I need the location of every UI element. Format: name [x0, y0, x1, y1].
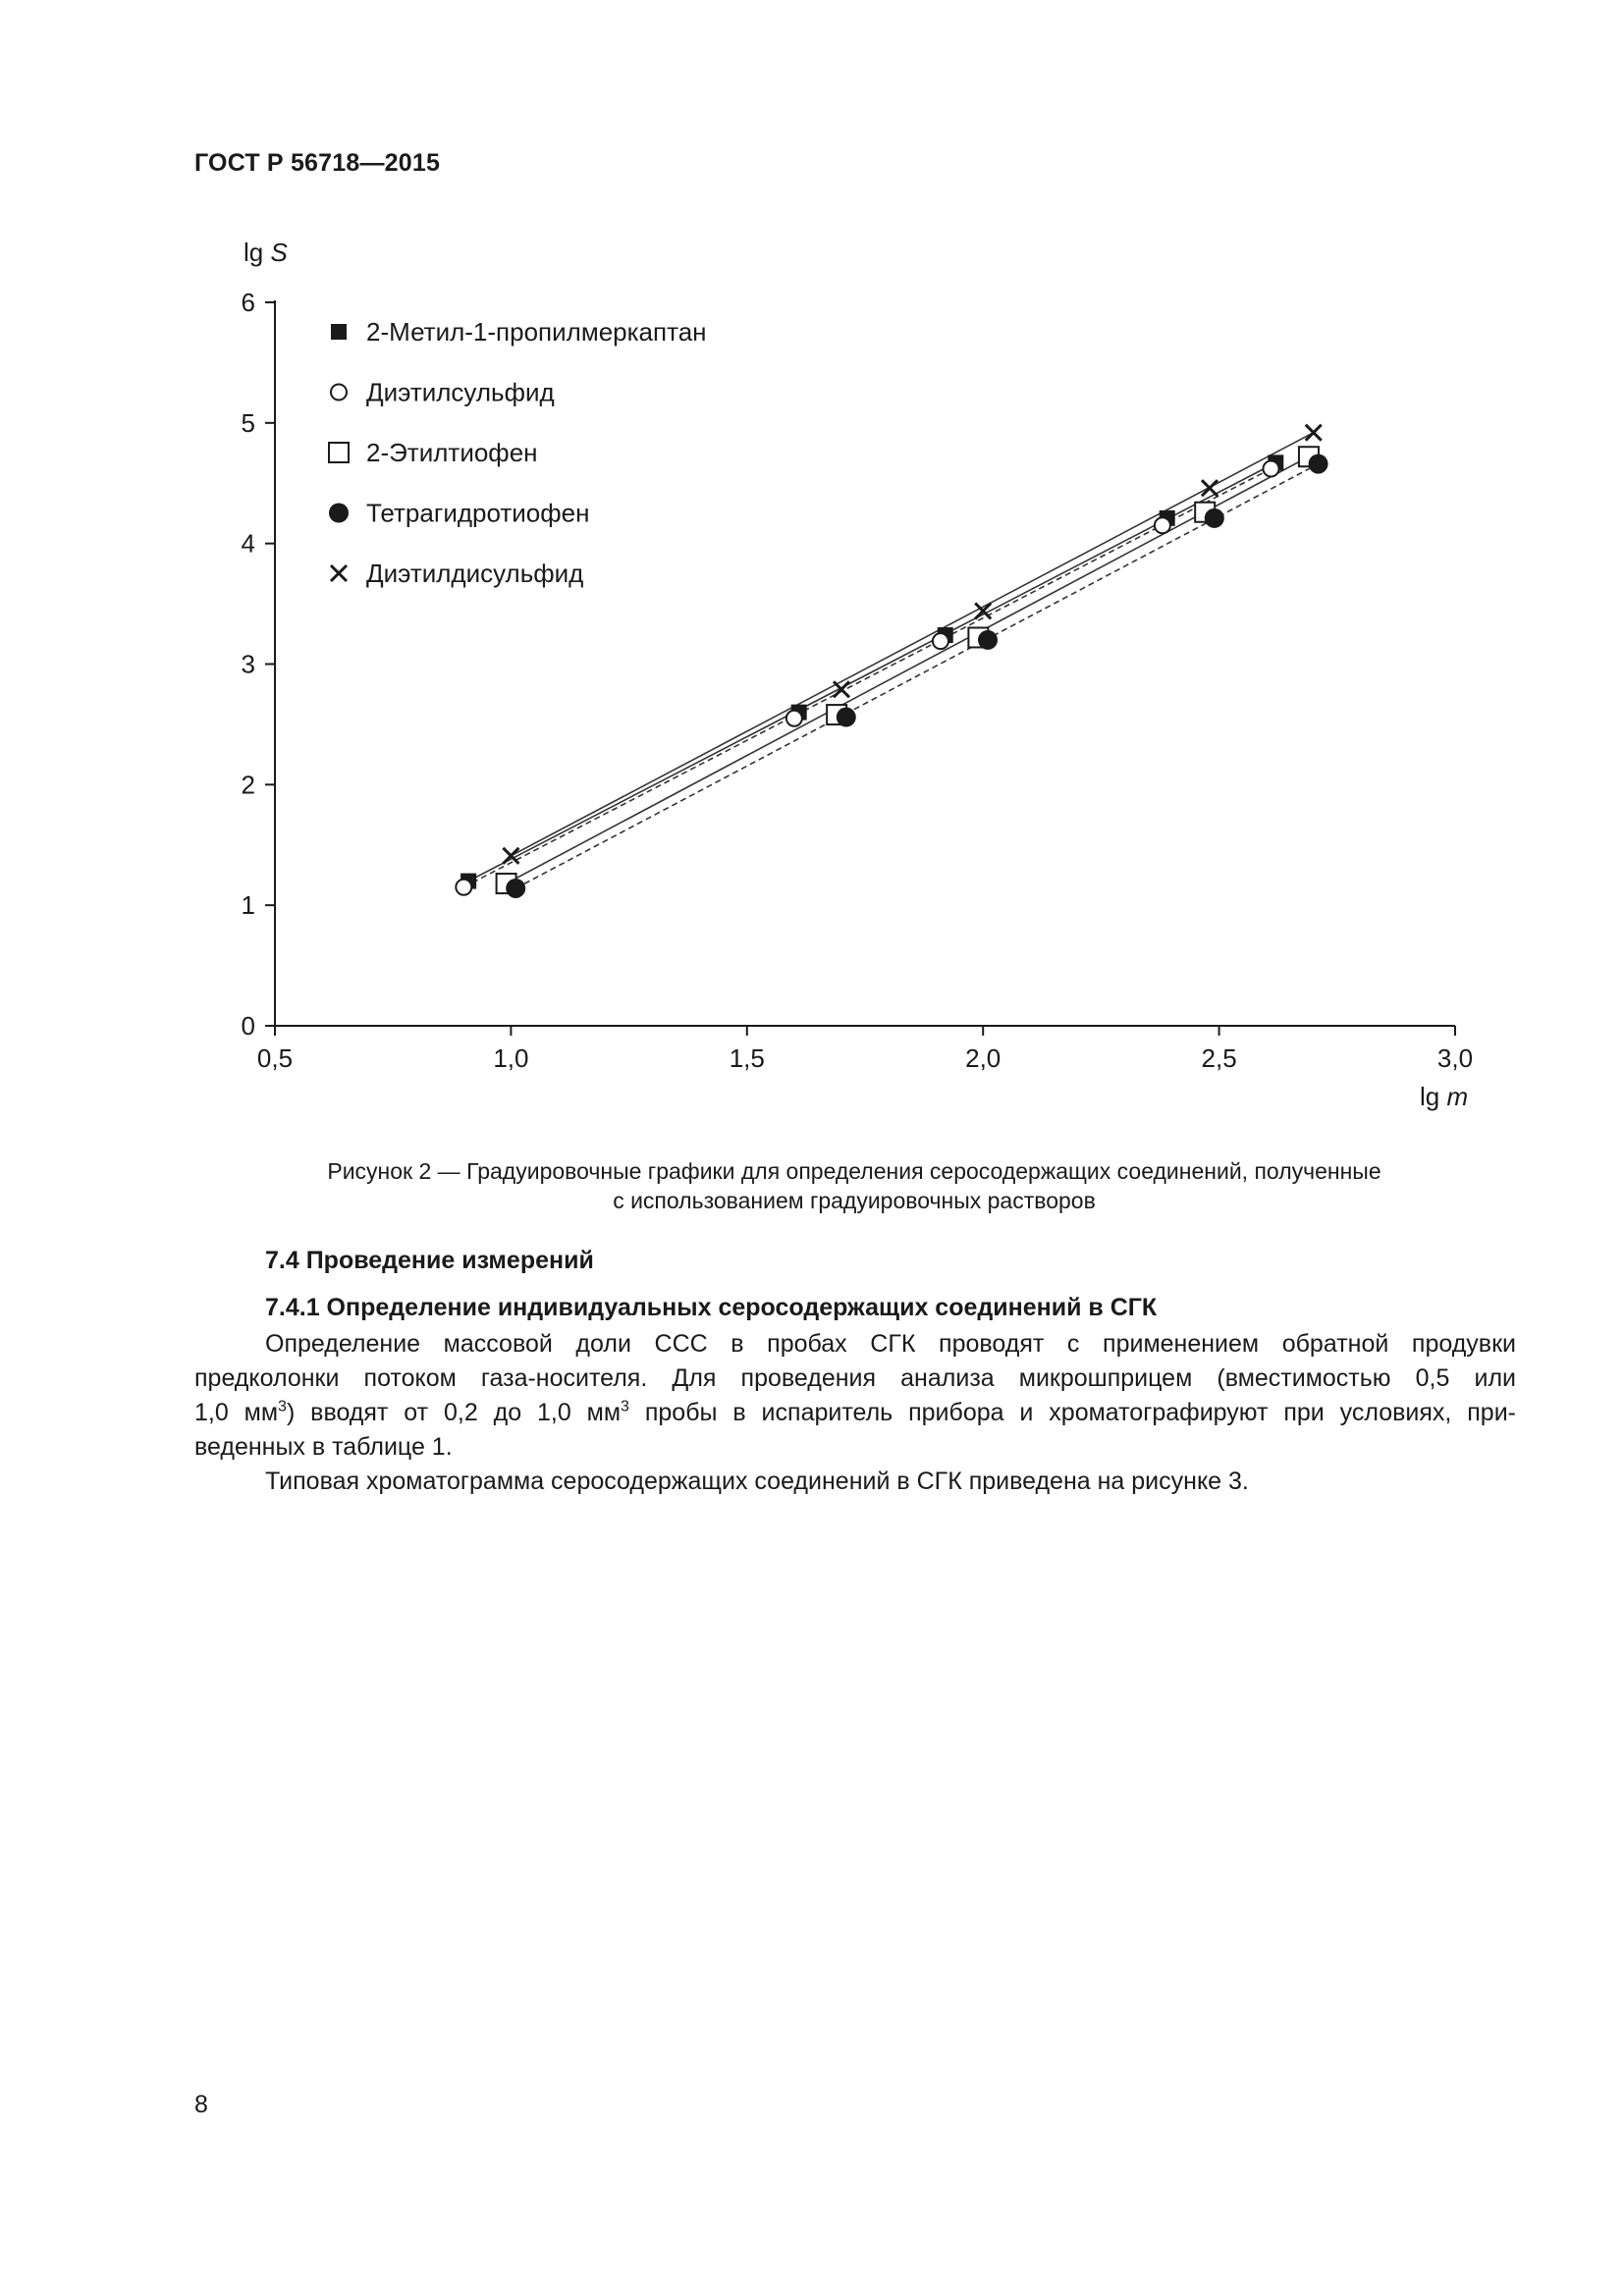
legend-marker: [331, 324, 347, 340]
x-tick-label: 1,0: [493, 1043, 529, 1073]
superscript: 3: [621, 1398, 629, 1415]
subsection-heading: 7.4.1 Определение индивидуальных серосодержащих соединений в СГК: [265, 1294, 1158, 1321]
y-tick-label: 2: [241, 770, 255, 800]
regression-lines: [463, 433, 1318, 888]
body-paragraph: [194, 1327, 1516, 1465]
x-tick-label: 0,5: [256, 1043, 294, 1073]
y-tick-label: 4: [241, 528, 255, 559]
paragraph-line: Типовая хроматограмма серосодержащих соединений в СГК приведена на рисунке 3.: [265, 1468, 1249, 1495]
section-heading: 7.4 Проведение измерений: [265, 1247, 594, 1274]
x-tick-label: 1,5: [729, 1043, 765, 1073]
legend-label: Диэтилсульфид: [366, 377, 555, 407]
data-point: [1205, 508, 1224, 528]
data-point: [1263, 461, 1278, 477]
legend-label: Тетрагидротиофен: [366, 498, 590, 528]
text-fragment: пробы в испаритель прибора и хроматографируют при условиях, при-: [628, 1399, 1516, 1426]
document-header: ГОСТ Р 56718—2015: [194, 149, 441, 177]
paragraph-line: [194, 1396, 1516, 1430]
x-tick-label: 3,0: [1436, 1043, 1474, 1073]
paragraph-line: Определение массовой доли ССС в пробах СГК проводят с применением обратной продувки: [265, 1330, 1516, 1358]
regression-line: [507, 456, 1309, 883]
data-point: [978, 630, 998, 650]
legend-marker: [329, 443, 349, 462]
figure-caption: Рисунок 2 — Градуировочные графики для определения серосодержащих соединений, полученные: [327, 1158, 1381, 1184]
regression-line: [511, 433, 1313, 856]
legend-marker: [331, 565, 347, 581]
x-tick-label: 2,5: [1201, 1043, 1237, 1073]
data-point: [506, 879, 525, 898]
data-point: [1309, 454, 1328, 474]
paragraph-line: предколонки потоком газа-носителя. Для проведения анализа микрошприцем (вместимостью 0,5 или: [194, 1364, 1516, 1392]
data-point: [933, 633, 948, 649]
regression-line: [515, 464, 1318, 888]
body-paragraph-2: [194, 1465, 1516, 1499]
calibration-chart: [0, 0, 1624, 1139]
data-point: [456, 880, 471, 895]
text-fragment: 1,0 мм: [194, 1399, 279, 1426]
chart-legend: [329, 317, 707, 588]
y-tick-label: 1: [241, 890, 255, 921]
y-tick-label: 5: [241, 407, 255, 438]
figure-caption-line-2: с использованием градуировочных растворов: [613, 1188, 1096, 1213]
regression-line: [463, 469, 1271, 887]
page-number: 8: [194, 2091, 208, 2118]
legend-marker: [331, 385, 347, 400]
y-tick-label: 3: [241, 649, 255, 679]
data-point: [786, 711, 802, 726]
legend-label: Диэтилдисульфид: [366, 559, 584, 588]
data-point: [1155, 517, 1170, 533]
legend-label: 2-Метил-1-пропилмеркаптан: [366, 317, 707, 347]
data-point: [834, 681, 849, 697]
data-point: [837, 708, 856, 727]
y-tick-label: 0: [241, 1011, 255, 1041]
x-axis-label: lg m: [1420, 1082, 1469, 1111]
text-fragment: ) вводят от 0,2 до 1,0 мм: [286, 1399, 622, 1426]
legend-label: 2-Этилтиофен: [366, 438, 538, 467]
superscript: 3: [278, 1398, 287, 1415]
data-point: [1202, 480, 1218, 496]
data-point: [1306, 425, 1322, 441]
y-axis-label: lg S: [244, 238, 288, 267]
paragraph-line: веденных в таблице 1.: [194, 1433, 453, 1461]
x-tick-label: 2,0: [965, 1043, 1001, 1073]
y-tick-label: 6: [241, 288, 255, 317]
legend-marker: [329, 504, 349, 523]
